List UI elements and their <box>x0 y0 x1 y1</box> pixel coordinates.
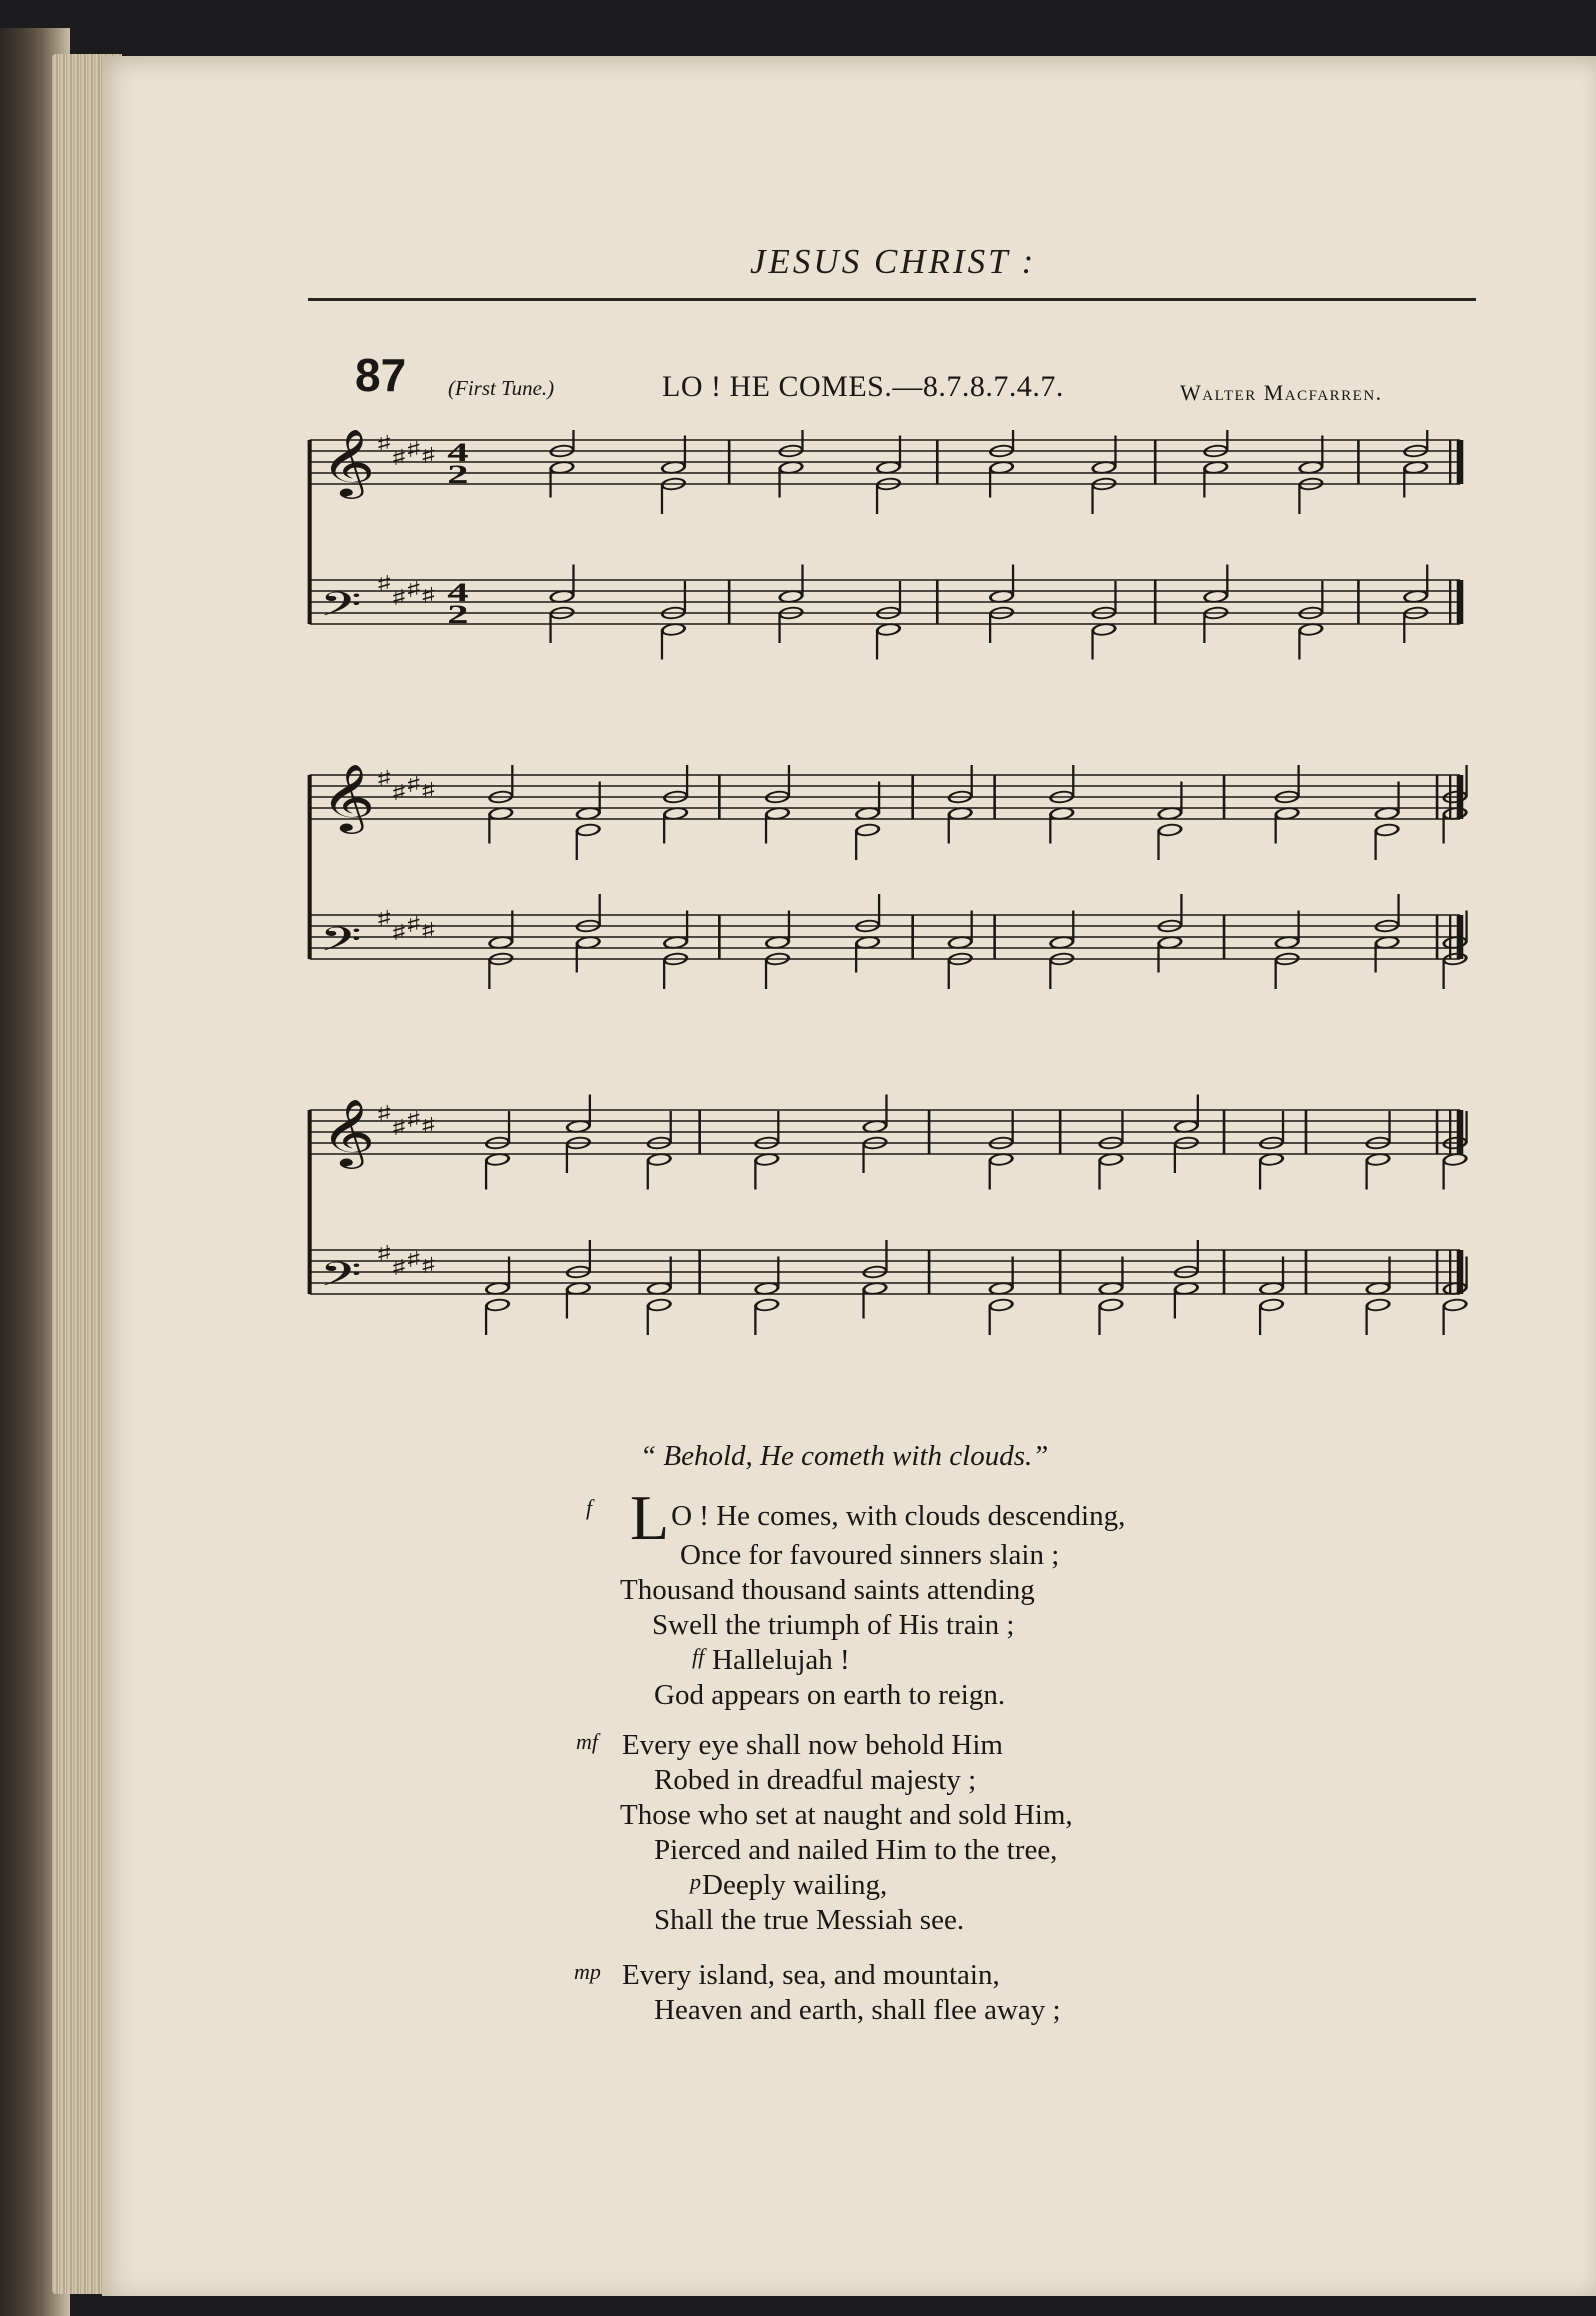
verse-line <box>600 1868 1073 1903</box>
svg-text:♯: ♯ <box>389 585 408 611</box>
svg-text:𝄢: 𝄢 <box>319 585 362 632</box>
verse-line: Once for favoured sinners slain ; <box>680 1539 1060 1571</box>
verse-text: Deeply wailing, <box>702 1869 888 1901</box>
verse-line: Those who set at naught and sold Him, <box>620 1799 1073 1831</box>
svg-text:𝄢: 𝄢 <box>319 1255 362 1302</box>
svg-text:4: 4 <box>447 438 469 467</box>
tune-note: (First Tune.) <box>448 376 555 400</box>
svg-text:2: 2 <box>447 600 469 629</box>
composer: Walter Macfarren. <box>1180 380 1383 405</box>
svg-text:♯: ♯ <box>404 437 423 463</box>
verse-line <box>576 1728 1073 1763</box>
svg-text:♯: ♯ <box>375 1241 393 1267</box>
svg-text:𝄞: 𝄞 <box>319 763 376 831</box>
verse-line <box>574 1958 1061 1993</box>
dynamic-mark: f <box>586 1495 593 1520</box>
svg-text:4: 4 <box>447 578 469 607</box>
score-system <box>310 763 1469 989</box>
svg-text:♯: ♯ <box>389 1255 408 1281</box>
hymn-title: LO ! HE COMES.—8.7.8.7.4.7. <box>662 370 1064 403</box>
verse-line: Heaven and earth, shall flee away ; <box>654 1994 1061 2026</box>
dynamic-mark: p <box>690 1869 701 1894</box>
svg-text:𝄞: 𝄞 <box>319 1098 376 1166</box>
dynamic-mark: ff <box>692 1644 705 1669</box>
svg-text:♯: ♯ <box>389 1115 408 1141</box>
verse-line: God appears on earth to reign. <box>654 1679 1006 1711</box>
svg-text:♯: ♯ <box>419 778 437 804</box>
svg-text:2: 2 <box>447 460 469 489</box>
svg-text:♯: ♯ <box>404 912 423 938</box>
verse-text: Hallelujah ! <box>712 1644 850 1676</box>
verse-text: Every island, sea, and mountain, <box>622 1959 1000 1991</box>
epigraph: “ Behold, He cometh with clouds.” <box>640 1440 1049 1472</box>
hymn-number: 87 <box>355 349 407 401</box>
svg-text:𝄢: 𝄢 <box>319 920 362 967</box>
svg-text:♯: ♯ <box>389 780 408 806</box>
verse-line: Shall the true Messiah see. <box>654 1904 965 1936</box>
score-system <box>310 1095 1469 1336</box>
svg-text:𝄞: 𝄞 <box>319 430 376 496</box>
running-head: JESUS CHRIST : <box>750 242 1037 281</box>
music-score <box>290 430 1490 1380</box>
svg-text:♯: ♯ <box>375 431 393 457</box>
svg-text:♯: ♯ <box>404 1247 423 1273</box>
verse-line: Robed in dreadful majesty ; <box>654 1764 977 1796</box>
verse-text: O ! He comes, with clouds descending, <box>671 1500 1126 1532</box>
dynamic-mark: mp <box>574 1959 601 1984</box>
svg-text:♯: ♯ <box>404 577 423 603</box>
verse-2 <box>576 1728 1073 1938</box>
verse-line: Swell the triumph of His train ; <box>652 1609 1015 1641</box>
verse-1 <box>586 1482 1126 1713</box>
svg-text:♯: ♯ <box>404 772 423 798</box>
header-rule <box>308 298 1476 301</box>
svg-text:♯: ♯ <box>404 1107 423 1133</box>
svg-text:♯: ♯ <box>375 906 393 932</box>
verse-line <box>586 1482 1126 1553</box>
verse-line <box>600 1643 1125 1678</box>
verse-3 <box>574 1958 1061 2028</box>
svg-text:♯: ♯ <box>375 1101 393 1127</box>
svg-text:♯: ♯ <box>389 445 408 471</box>
svg-text:♯: ♯ <box>375 766 393 792</box>
dynamic-mark: mf <box>576 1729 598 1754</box>
svg-text:♯: ♯ <box>419 1113 437 1139</box>
svg-text:♯: ♯ <box>419 583 437 609</box>
verse-line: Pierced and nailed Him to the tree, <box>654 1834 1058 1866</box>
svg-text:♯: ♯ <box>419 443 437 469</box>
svg-text:♯: ♯ <box>375 571 393 597</box>
verse-line: Thousand thousand saints attending <box>620 1574 1035 1606</box>
drop-cap: L <box>630 1482 670 1553</box>
verse-text: Every eye shall now behold Him <box>622 1729 1003 1761</box>
svg-text:♯: ♯ <box>389 920 408 946</box>
svg-text:♯: ♯ <box>419 918 437 944</box>
score-system <box>310 430 1460 660</box>
svg-text:♯: ♯ <box>419 1253 437 1279</box>
